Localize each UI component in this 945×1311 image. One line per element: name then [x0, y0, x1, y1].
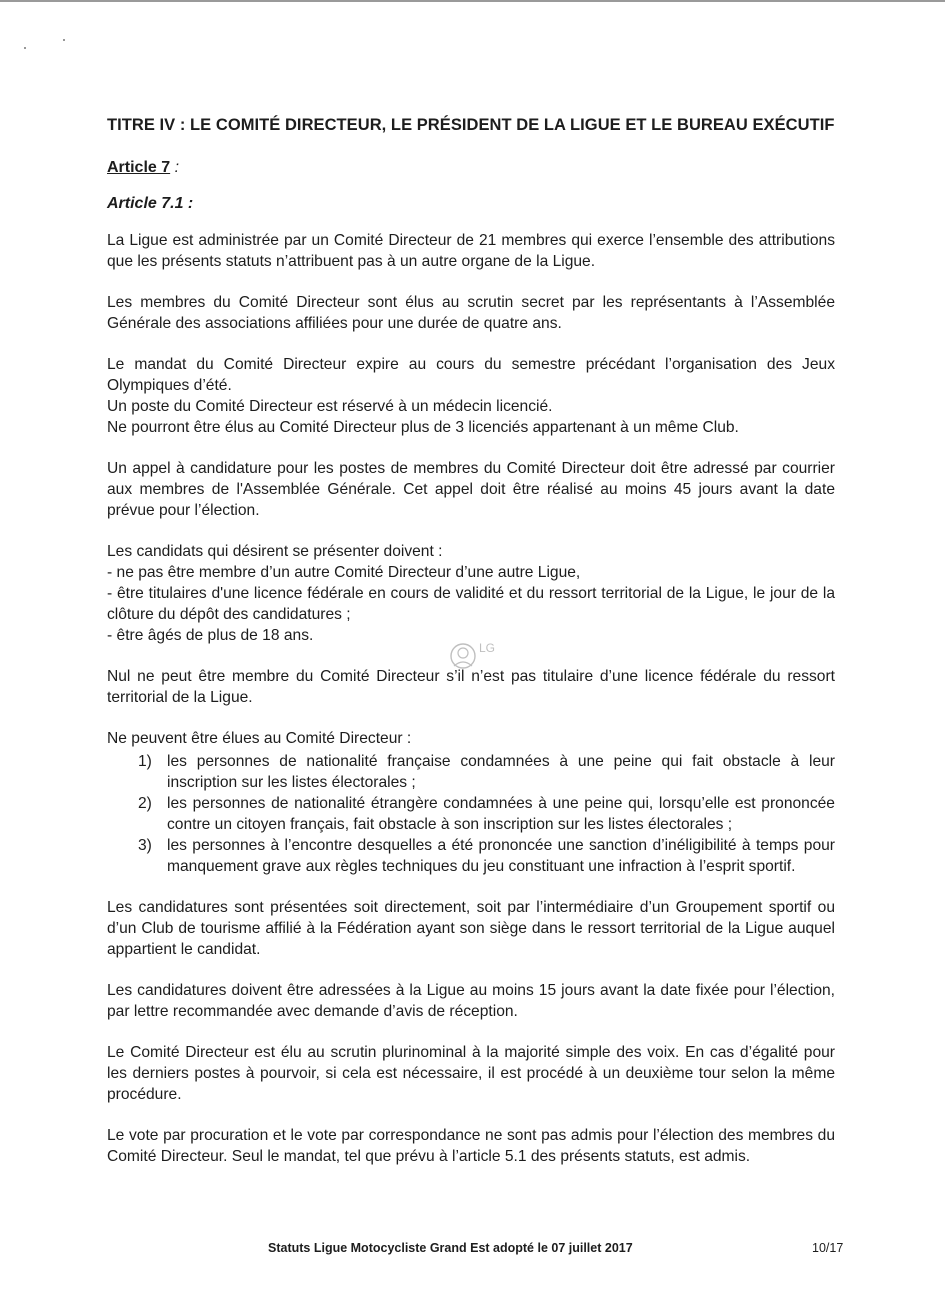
paragraph-appel-candidature: Un appel à candidature pour les postes de membres du Comité Directeur doit être adressé par courrier aux membres de l'Assemblée Générale. Cet appel doit être réalisé au moins 45 jours avant la date prévue pour l’élection.	[107, 460, 835, 519]
list-item	[107, 751, 835, 793]
watermark-stamp	[441, 636, 505, 676]
page-number: 10/17	[812, 1241, 844, 1255]
list-item-text: les personnes de nationalité étrangère condamnées à une peine qui, lorsqu’elle est prononcée contre un citoyen français, fait obstacle à son inscription sur les listes électorales ;	[167, 795, 835, 833]
candidats-line: - ne pas être membre d’un autre Comité Directeur d’une autre Ligue,	[107, 564, 581, 581]
scan-speck	[63, 39, 65, 41]
section-title: TITRE IV : LE COMITÉ DIRECTEUR, LE PRÉSIDENT DE LA LIGUE ET LE BUREAU EXÉCUTIF	[107, 116, 835, 134]
mandat-line: Un poste du Comité Directeur est réservé à un médecin licencié.	[107, 398, 553, 415]
stamp-text: LG	[479, 641, 496, 655]
paragraph-scrutin: Le Comité Directeur est élu au scrutin plurinominal à la majorité simple des voix. En cas d’égalité pour les derniers postes à pourvoir, si cela est nécessaire, il est procédé à un deuxième tour selon la même procédure.	[107, 1044, 835, 1103]
paragraph-nul: Nul ne peut être membre du Comité Directeur s’il n’est pas titulaire d’une licence fédérale du ressort territorial de la Ligue.	[107, 668, 835, 706]
list-item-text: les personnes de nationalité française condamnées à une peine qui fait obstacle à leur inscription sur les listes électorales ;	[167, 753, 835, 791]
mandat-line: Ne pourront être élus au Comité Directeur plus de 3 licenciés appartenant à un même Club.	[107, 419, 739, 436]
paragraph-candidats	[107, 541, 835, 646]
paragraph-vote-procuration: Le vote par procuration et le vote par correspondance ne sont pas admis pour l’élection des membres du Comité Directeur. Seul le mandat, tel que prévu à l’article 5.1 des présents statuts, est admis.	[107, 1127, 835, 1165]
mandat-line: Le mandat du Comité Directeur expire au cours du semestre précédant l’organisation des Jeux Olympiques d’été.	[107, 356, 835, 394]
paragraph-election-membres: Les membres du Comité Directeur sont élus au scrutin secret par les représentants à l’Assemblée Générale des associations affiliées pour une durée de quatre ans.	[107, 294, 835, 332]
list-item-text: les personnes à l’encontre desquelles a été prononcée une sanction d’inéligibilité à temps pour manquement grave aux règles techniques du jeu constituant une infraction à l’esprit sportif.	[167, 837, 835, 875]
footer-text: Statuts Ligue Motocycliste Grand Est adopté le 07 juillet 2017	[268, 1241, 633, 1255]
paragraph-presentation-candidatures: Les candidatures sont présentées soit directement, soit par l’intermédiaire d’un Groupement sportif ou d’un Club de tourisme affilié à la Fédération ayant son siège dans le ressort territorial de la Ligue auquel appartient le candidat.	[107, 899, 835, 958]
paragraph-mandat	[107, 354, 835, 438]
list-item	[107, 835, 835, 877]
list-item	[107, 793, 835, 835]
article-heading	[107, 159, 835, 177]
list-item-number: 1)	[138, 753, 152, 770]
article-label: Article 7	[107, 159, 171, 176]
list-item-number: 2)	[138, 795, 152, 812]
candidats-line: Les candidats qui désirent se présenter doivent :	[107, 543, 443, 560]
article-colon: :	[170, 159, 180, 176]
ineligible-list	[107, 751, 835, 877]
paragraph-administration: La Ligue est administrée par un Comité Directeur de 21 membres qui exerce l’ensemble des attributions que les présents statuts n’attribuent pas à un autre organe de la Ligue.	[107, 232, 835, 270]
candidats-line: - être âgés de plus de 18 ans.	[107, 627, 314, 644]
paragraph-ineligible-intro: Ne peuvent être élues au Comité Directeur :	[107, 730, 412, 747]
list-item-number: 3)	[138, 837, 152, 854]
scan-top-border	[0, 0, 945, 2]
scan-speck	[24, 47, 26, 49]
paragraph-delai-candidatures: Les candidatures doivent être adressées à la Ligue au moins 15 jours avant la date fixée pour l’élection, par lettre recommandée avec demande d’avis de réception.	[107, 982, 835, 1020]
subarticle-heading: Article 7.1 :	[107, 195, 194, 212]
candidats-line: - être titulaires d'une licence fédérale en cours de validité et du ressort territorial de la Ligue, le jour de la clôture du dépôt des candidatures ;	[107, 585, 835, 623]
